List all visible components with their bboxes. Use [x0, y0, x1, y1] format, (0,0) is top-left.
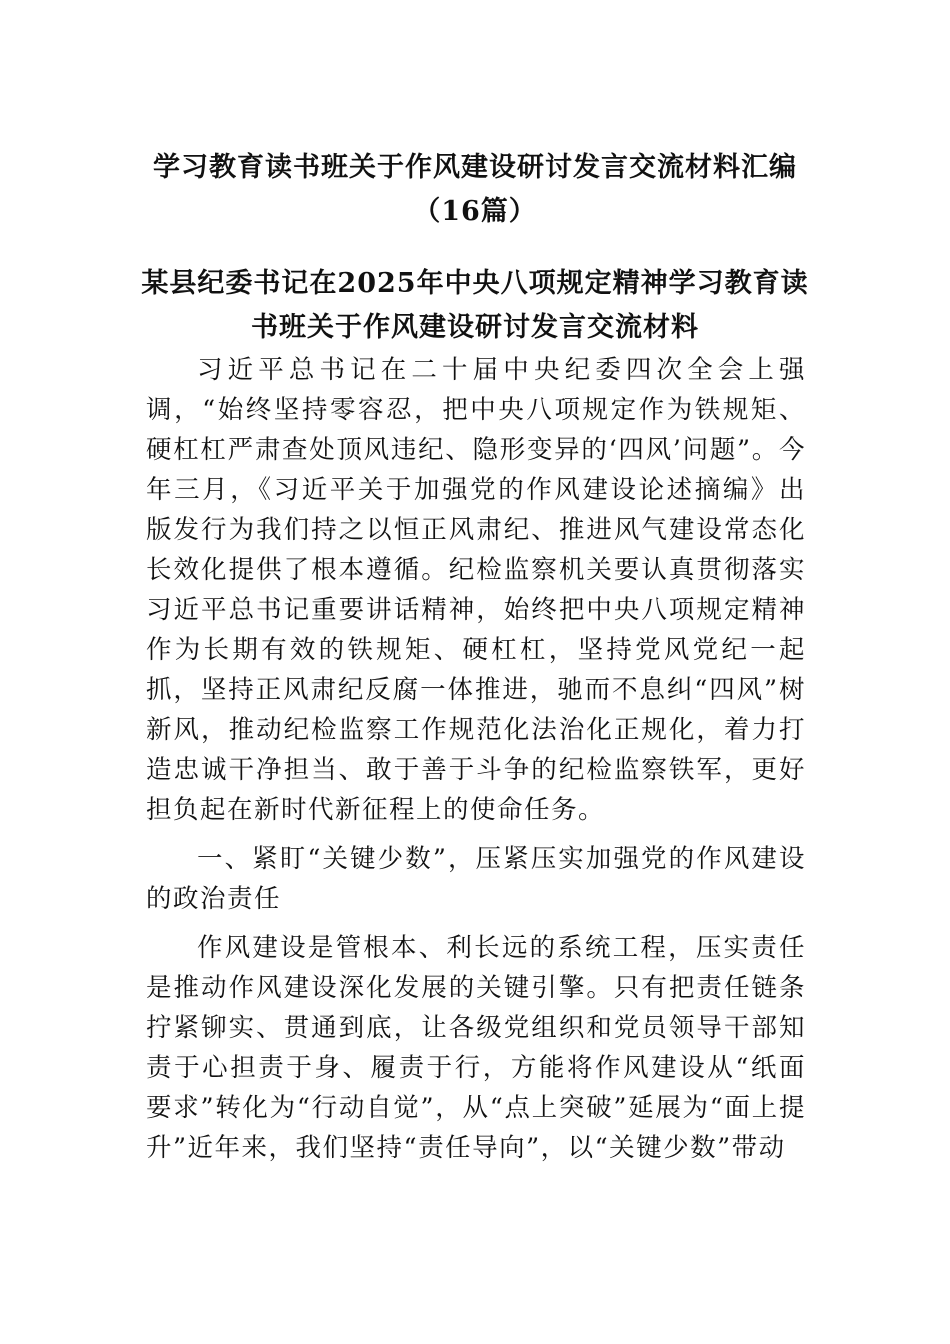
body-paragraph-intro: 习近平总书记在二十届中央纪委四次全会上强调，“始终坚持零容忍，把中央八项规定作为铁规矩、硬杠杠严肃查处顶风违纪、隐形变异的‘四风’问题”。今年三月，《习近平关于加强党的作风建设论述摘编》出版发行为我们持之以恒正风肃纪、推进风气建设常态化长效化提供了根本遵循。纪检监察机关要认真贯彻落实习近平总书记重要讲话精神，始终把中央八项规定精神作为长期有效的铁规矩、硬杠杠，坚持党风党纪一起抓，坚持正风肃纪反腐一体推进，驰而不息纠“四风”树新风，推动纪检监察工作规范化法治化正规化，着力打造忠诚干净担当、敢于善于斗争的纪检监察铁军，更好担负起在新时代新征程上的使命任务。: [146, 355, 806, 825]
body-paragraph-section-1: 作风建设是管根本、利长远的系统工程，压实责任是推动作风建设深化发展的关键引擎。只有把责任链条拧紧铆实、贯通到底，让各级党组织和党员领导干部知责于心担责于身、履责于行，方能将作风建设从“纸面要求”转化为“行动自觉”，从“点上突破”延展为“面上提升”近年来，我们坚持“责任导向”，以“关键少数”带动: [146, 933, 806, 1163]
section-heading-1: 一、紧盯“关键少数”，压紧压实加强党的作风建设的政治责任: [146, 844, 806, 914]
article-title: 某县纪委书记在2025年中央八项规定精神学习教育读书班关于作风建设研讨发言交流材料: [141, 268, 809, 343]
document-title: 学习教育读书班关于作风建设研讨发言交流材料汇编（16篇）: [153, 152, 797, 227]
document-body: [146, 350, 806, 1177]
